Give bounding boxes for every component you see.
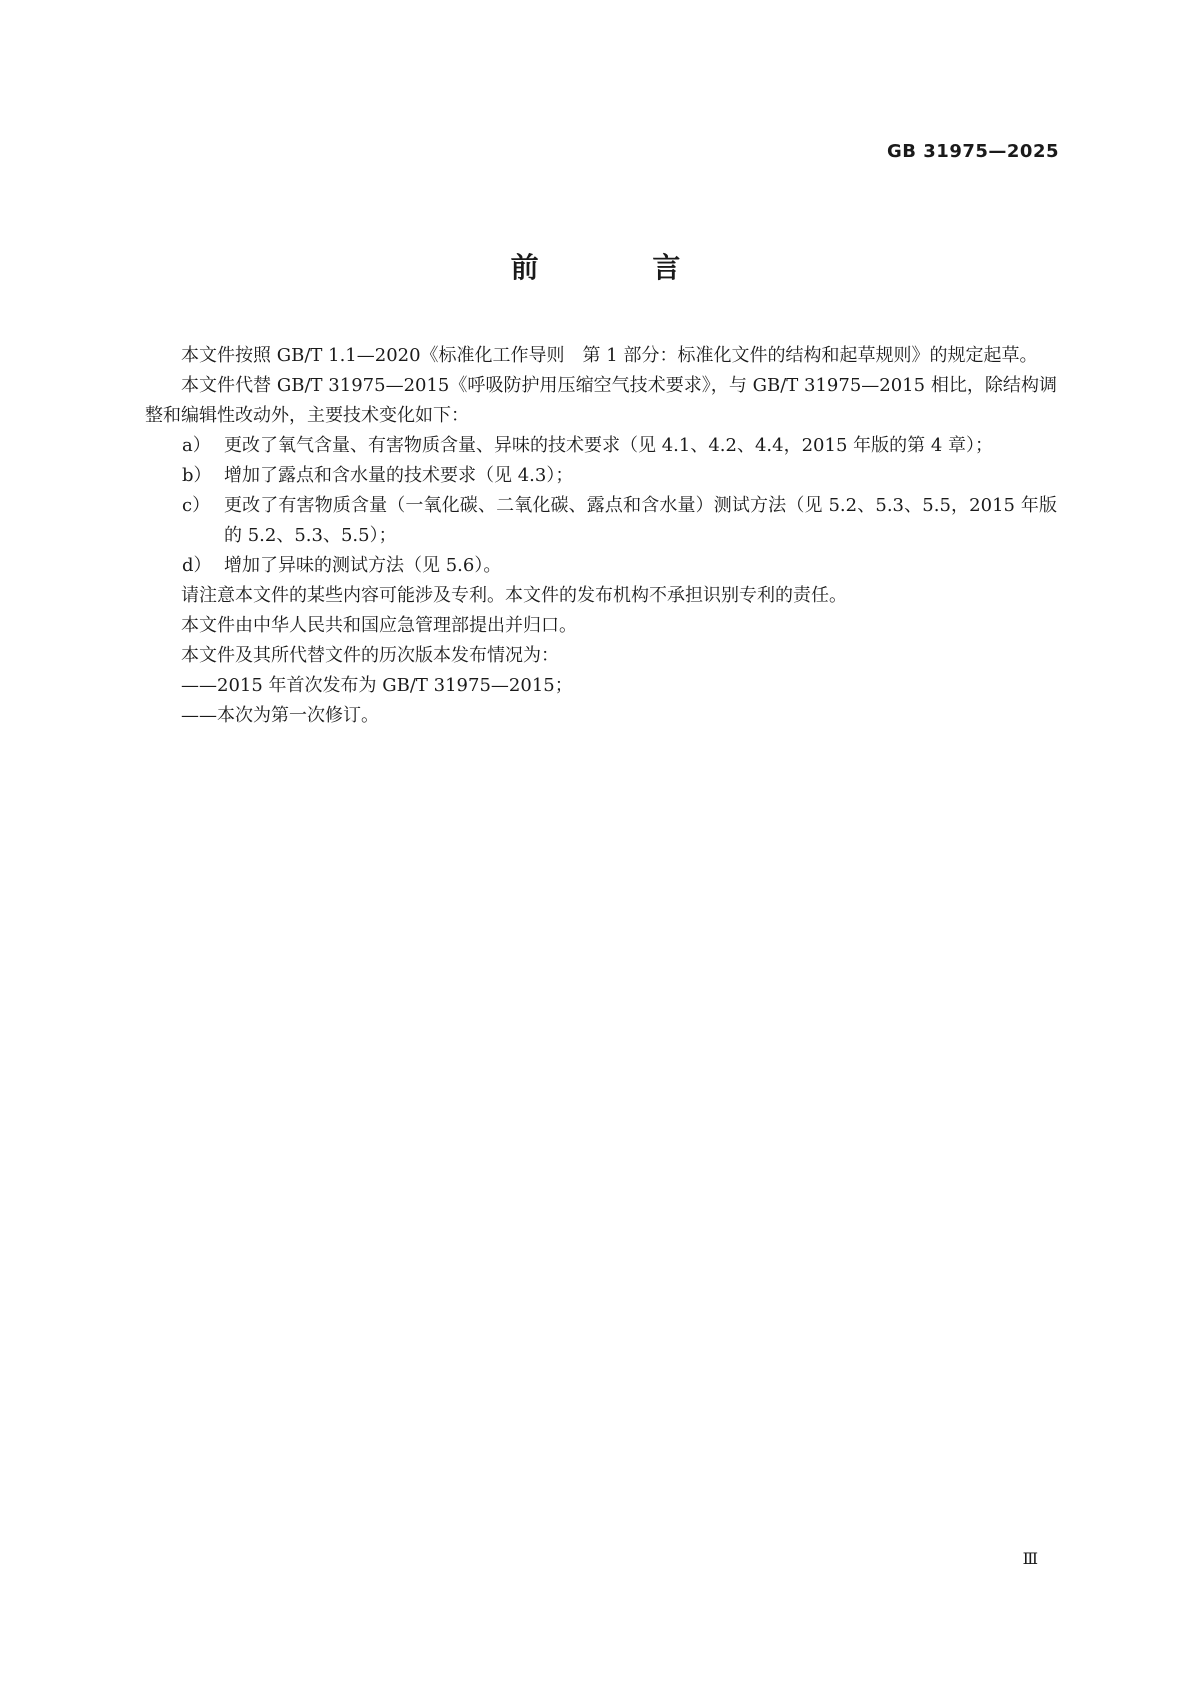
- paragraph-patent-notice: 请注意本文件的某些内容可能涉及专利。本文件的发布机构不承担识别专利的责任。: [181, 585, 847, 606]
- history-list: [145, 671, 1057, 731]
- list-item: [145, 431, 1057, 461]
- list-marker: c）: [182, 495, 211, 516]
- list-item-text: 更改了有害物质含量（一氧化碳、二氧化碳、露点和含水量）测试方法（见 5.2、5.3、5.5，2015 年版的 5.2、5.3、5.5）；: [224, 495, 1057, 546]
- history-item: ——本次为第一次修订。: [181, 705, 379, 726]
- history-item: ——2015 年首次发布为 GB/T 31975—2015；: [181, 675, 573, 696]
- list-marker: a）: [182, 435, 211, 456]
- changes-list: [145, 431, 1057, 581]
- list-item: [145, 551, 1057, 581]
- paragraph-proposer: 本文件由中华人民共和国应急管理部提出并归口。: [181, 615, 577, 636]
- list-marker: d）: [182, 555, 212, 576]
- page-title: 前 言: [510, 251, 733, 284]
- list-item-text: 增加了异味的测试方法（见 5.6）。: [224, 555, 502, 576]
- paragraph-version-history: 本文件及其所代替文件的历次版本发布情况为：: [181, 645, 559, 666]
- document-code: GB 31975—2025: [887, 141, 1059, 162]
- list-marker: b）: [182, 465, 212, 486]
- list-item: [145, 461, 1057, 491]
- list-item-text: 增加了露点和含水量的技术要求（见 4.3）；: [224, 465, 574, 486]
- paragraph-drafting-rules: 本文件按照 GB/T 1.1—2020《标准化工作导则 第 1 部分：标准化文件的结构和起草规则》的规定起草。: [181, 345, 1038, 366]
- paragraph-replacement: 本文件代替 GB/T 31975—2015《呼吸防护用压缩空气技术要求》，与 GB/T 31975—2015 相比，除结构调整和编辑性改动外，主要技术变化如下：: [145, 375, 1057, 426]
- page-number: Ⅲ: [1022, 1549, 1038, 1568]
- foreword-body: [145, 341, 1057, 731]
- list-item-text: 更改了氧气含量、有害物质含量、异味的技术要求（见 4.1、4.2、4.4，2015 年版的第 4 章）；: [224, 435, 994, 456]
- list-item: [145, 491, 1057, 551]
